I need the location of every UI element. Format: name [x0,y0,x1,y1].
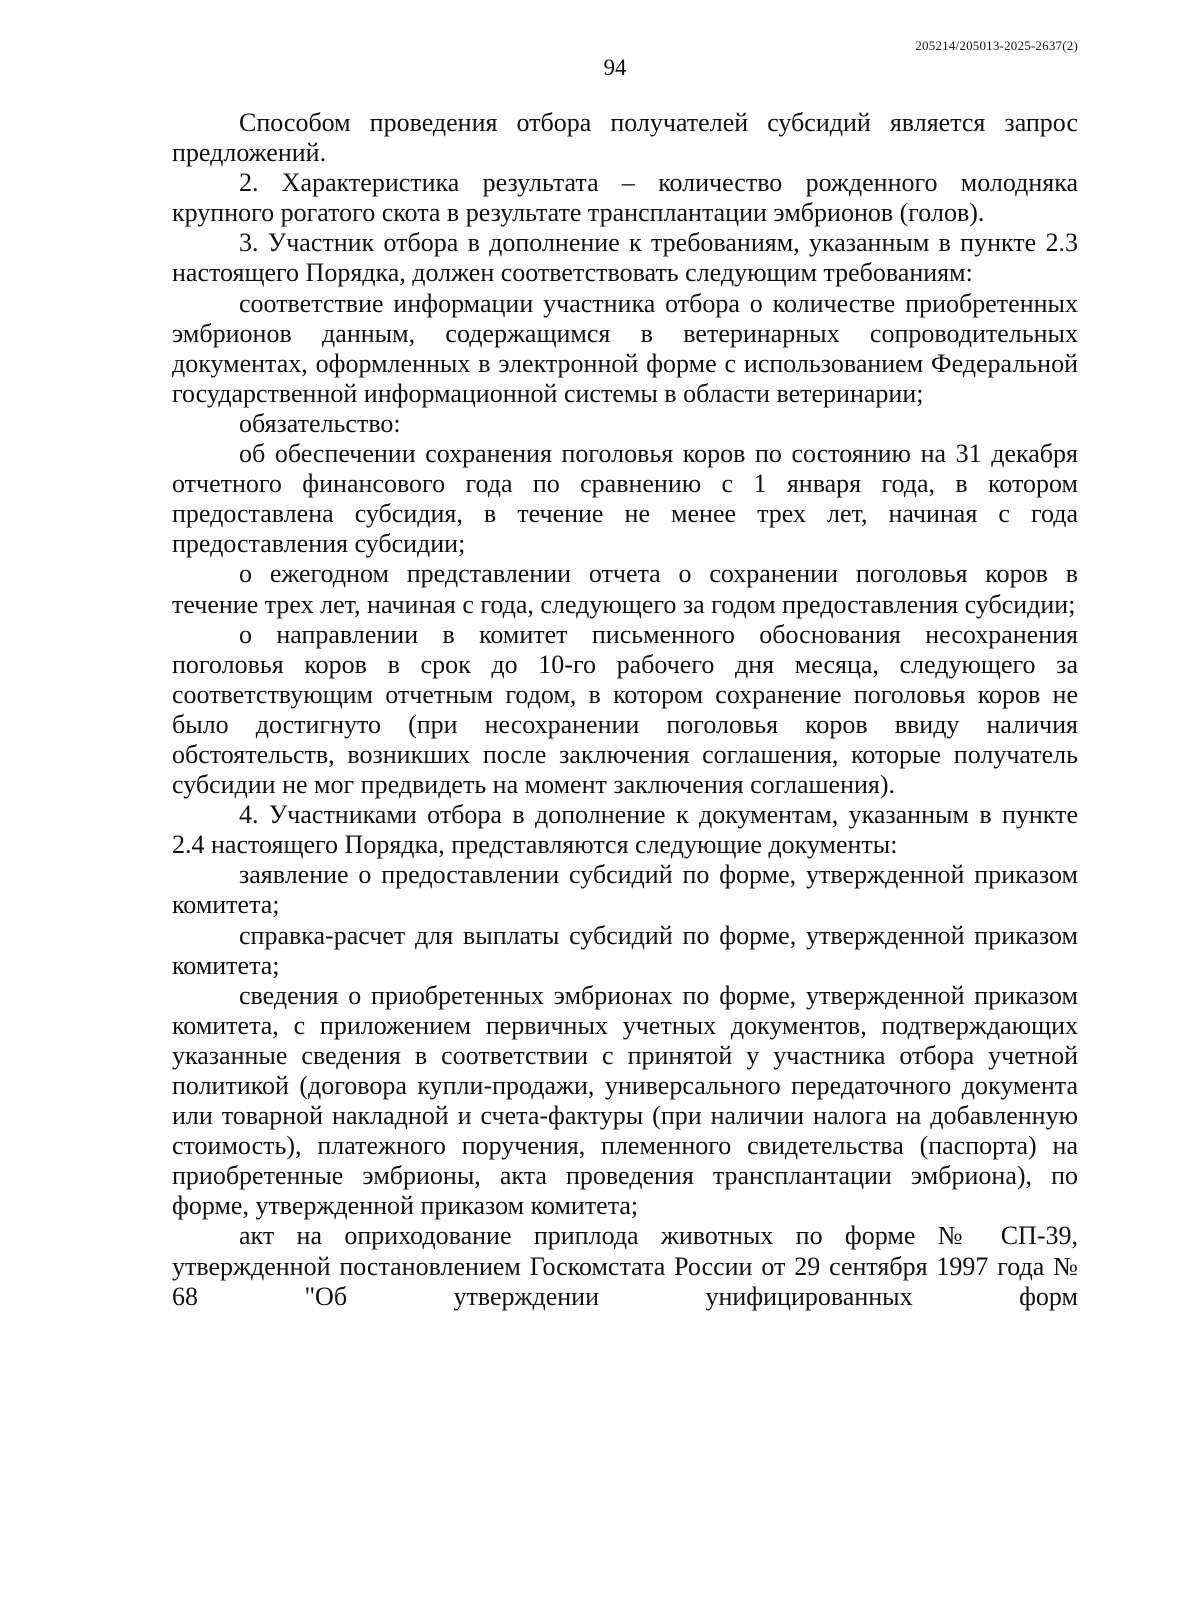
paragraph-obligation-justification: о направлении в комитет письменного обоснования несохранения поголовья коров в срок до 10-го рабочего дня месяца, следующего за соответствующим отчетным годом, в котором сохранение поголовья коров не было достигнуто (при несохранении поголовья коров ввиду наличия обстоятельств, возникших после заключения соглашения, которые получатель субсидии не мог предвидеть на момент заключения соглашения). [172,619,1078,800]
page-number: 94 [603,55,627,80]
paragraph-embryo-information: сведения о приобретенных эмбрионах по форме, утвержденной приказом комитета, с приложением первичных учетных документов, подтверждающих указанные сведения в соответствии с принятой у участника отбора учетной политикой (договора купли-продажи, универсального передаточного документа или товарной накладной и счета-фактуры (при наличии налога на добавленную стоимость), платежного поручения, племенного свидетельства (паспорта) на приобретенные эмбрионы, акта проведения трансплантации эмбриона), по форме, утвержденной приказом комитета; [172,980,1078,1221]
document-body [172,108,1078,1312]
paragraph-selection-method: Способом проведения отбора получателей субсидий является запрос предложений. [172,108,1078,168]
paragraph-required-documents: 4. Участниками отбора в дополнение к документам, указанным в пункте 2.4 настоящего Порядка, представляются следующие документы: [172,800,1078,860]
paragraph-obligation-heading: обязательство: [239,408,401,438]
paragraph-participant-requirements: 3. Участник отбора в дополнение к требованиям, указанным в пункте 2.3 настоящего Порядка, должен соответствовать следующим требованиям: [172,228,1078,288]
paragraph-result-characteristic: 2. Характеристика результата – количество рожденного молодняка крупного рогатого скота в результате трансплантации эмбрионов (голов). [172,168,1078,228]
paragraph-obligation-herd-preservation: об обеспечении сохранения поголовья коров по состоянию на 31 декабря отчетного финансового года по сравнению с 1 января года, в котором предоставлена субсидия, в течение не менее трех лет, начиная с года предоставления субсидии; [172,439,1078,559]
paragraph-calculation-certificate: справка-расчет для выплаты субсидий по форме, утвержденной приказом комитета; [172,920,1078,980]
paragraph-application-form: заявление о предоставлении субсидий по форме, утвержденной приказом комитета; [172,860,1078,920]
paragraph-offspring-act: акт на оприходование приплода животных по форме № СП-39, утвержденной постановлением Госкомстата России от 29 сентября 1997 года № 68 "Об утверждении унифицированных форм [172,1221,1078,1311]
paragraph-obligation-annual-report: о ежегодном представлении отчета о сохранении поголовья коров в течение трех лет, начиная с года, следующего за годом предоставления субсидии; [172,559,1078,619]
document-registration-number: 205214/205013-2025-2637(2) [915,38,1078,53]
paragraph-embryo-info-compliance: соответствие информации участника отбора о количестве приобретенных эмбрионов данным, содержащимся в ветеринарных сопроводительных документах, оформленных в электронной форме с использованием Федеральной государственной информационной системы в области ветеринарии; [172,288,1078,408]
